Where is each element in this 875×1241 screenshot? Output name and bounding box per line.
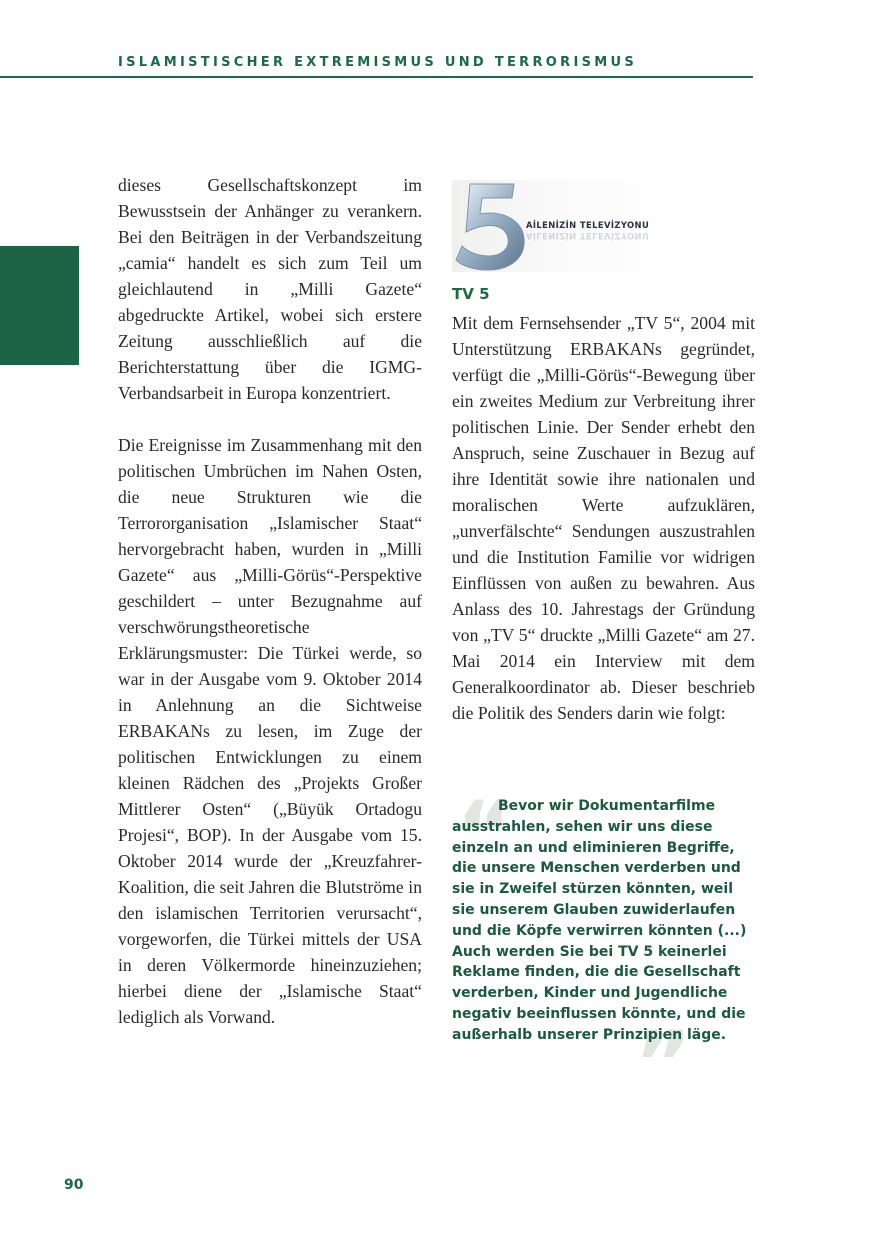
- right-paragraph: Mit dem Fernsehsender „TV 5“, 2004 mit Unterstützung ERBAKANs gegründet, verfügt die „Milli-Görüs“-Bewegung über ein zweites Medium zur Verbreitung ihrer politischen Linie. Der Sender erhebt den Anspruch, seine Zuschauer in Bezug auf ihre Identität sowie ihre nationalen und moralischen Werte aufzuklären, „unverfälschte“ Sendungen auszustrahlen und die Institution Familie vor widrigen Einflüssen von außen zu bewahren. Aus Anlass des 10. Jahrestags der Gründung von „TV 5“ druckte „Milli Gazete“ am 27. Mai 2014 ein Interview mit dem Generalkoordinator ab. Dieser beschrieb die Politik des Senders darin wie folgt:: [452, 313, 755, 723]
- left-paragraph-1: dieses Gesellschaftskonzept im Bewusstsein der Anhänger zu verankern. Bei den Beiträgen in der Verbandszeitung „camia“ handelt es sich zum Teil um gleichlautend in „Milli Gazete“ abgedruckte Artikel, wobei sich erstere Zeitung ausschließlich auf die Berichterstattung über die IGMG-Verbandsarbeit in Europa konzentriert.: [118, 175, 422, 403]
- right-column: [452, 310, 755, 726]
- quote-text: Bevor wir Dokumentarfilme ausstrahlen, sehen wir uns diese einzeln an und eliminieren Begriffe, die unsere Menschen verderben und sie in Zweifel stürzen könnten, weil sie unserem Glauben zuwiderlaufen und die Köpfe verwirren könnten (...) Auch werden Sie bei TV 5 keinerlei Reklame finden, die die Gesellschaft verderben, Kinder und Jugendliche negativ beeinflussen könnte, und die außerhalb unserer Prinzipien läge.: [452, 798, 747, 1043]
- quote-close-mark-icon: ”: [634, 1012, 692, 1115]
- section-heading-tv5: TV 5: [452, 285, 490, 303]
- header-rule: [0, 76, 753, 78]
- quote-open-mark-icon: “: [456, 782, 514, 885]
- left-column: [118, 172, 422, 1030]
- tv5-logo: [452, 180, 678, 272]
- running-head: ISLAMISTISCHER EXTREMISMUS UND TERRORISMUS: [118, 55, 638, 70]
- page-number: 90: [64, 1177, 84, 1193]
- left-paragraph-2: Die Ereignisse im Zusammenhang mit den politischen Umbrüchen im Nahen Osten, die neue Strukturen wie die Terrororganisation „Islamischer Staat“ hervorgebracht haben, wurden in „Milli Gazete“ aus „Milli-Görüs“-Perspektive geschildert – unter Bezugnahme auf verschwörungstheoretische Erklärungsmuster: Die Türkei werde, so war in der Ausgabe vom 9. Oktober 2014 in Anlehnung an die Sichtweise ERBAKANs zu lesen, im Zuge der politischen Entwicklungen zu einem kleinen Rädchen des „Projekts Großer Mittlerer Osten“ („Büyük Ortadogu Projesi“, BOP). In der Ausgabe vom 15. Oktober 2014 wurde der „Kreuzfahrer-Koalition, die seit Jahren die Blutströme in den islamischen Territorien verursacht“, vorgeworfen, die Türkei mittels der USA in deren Völkermorde hineinzuziehen; hierbei diene der „Islamische Staat“ lediglich als Vorwand.: [118, 435, 422, 1027]
- logo-slogan-reflection: AİLENİZİN TELEVİZYONU: [526, 231, 650, 241]
- chapter-side-tab: [0, 246, 79, 365]
- pull-quote: [452, 796, 752, 1046]
- logo-slogan: AİLENİZİN TELEVİZYONU: [526, 220, 650, 230]
